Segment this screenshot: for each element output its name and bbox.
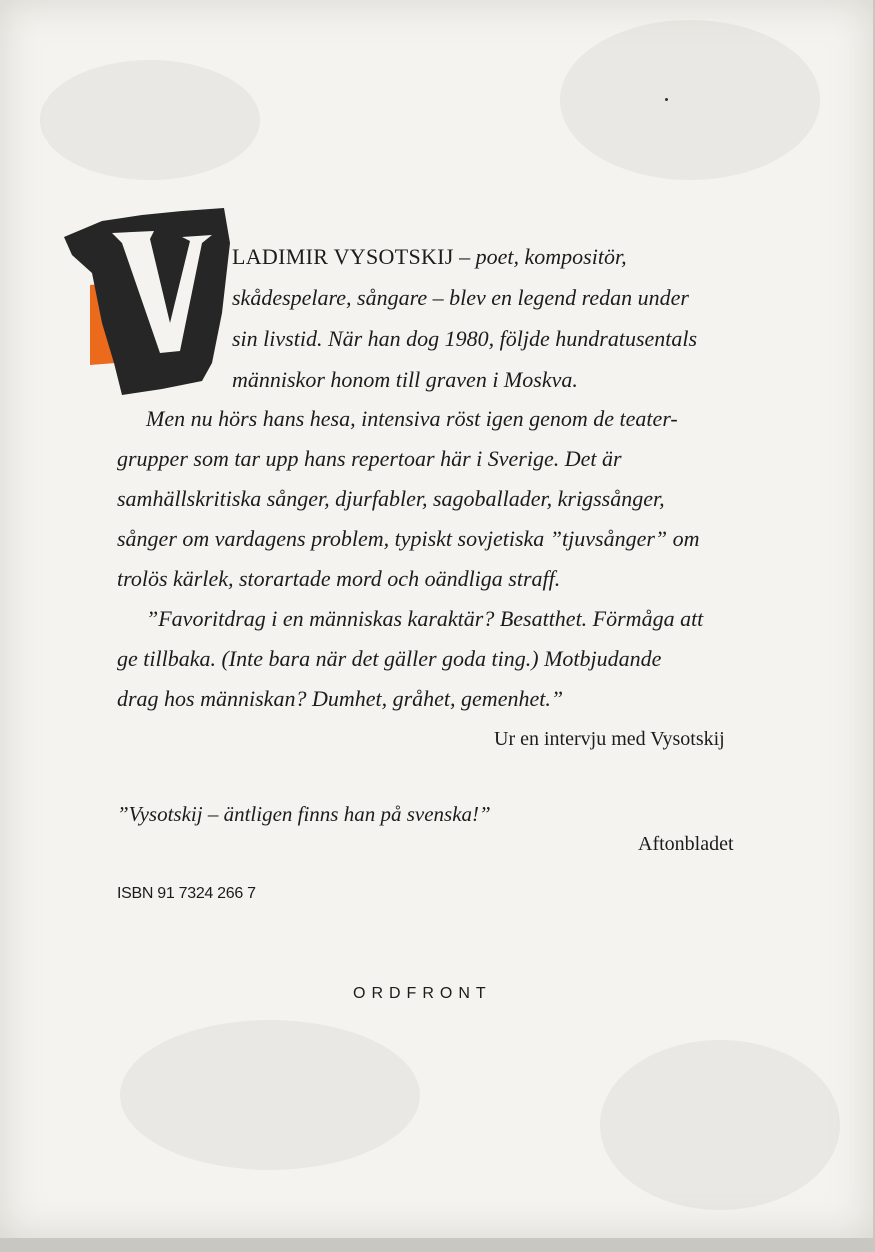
initial-letter: V [164, 342, 166, 344]
isbn-number: ISBN 91 7324 266 7 [117, 885, 256, 902]
drop-cap-v-initial [62, 203, 232, 398]
quote-line: drag hos människan? Dumhet, gråhet, gemenhet.” [117, 686, 564, 711]
review-quote: ”Vysotskij – äntligen finns han på svenska!” [117, 802, 491, 826]
author-roles: poet, kompositör, [475, 244, 627, 269]
paragraph-line: sånger om vardagens problem, typiskt sovjetiska ”tjuvsånger” om [117, 526, 700, 551]
intro-line-4: människor honom till graven i Moskva. [232, 367, 578, 392]
paper-stain [120, 1020, 420, 1170]
quote-source: Ur en intervju med Vysotskij [494, 728, 725, 750]
author-name: LADIMIR VYSOTSKIJ [232, 244, 454, 269]
publisher-logo-text: ORDFRONT [353, 985, 492, 1002]
paper-stain [40, 60, 260, 180]
paragraph-line: Men nu hörs hans hesa, intensiva röst igen genom de teater- [146, 406, 678, 431]
intro-line-2: skådespelare, sångare – blev en legend redan under [232, 285, 689, 310]
intro-line-3: sin livstid. När han dog 1980, följde hundratusentals [232, 326, 698, 351]
paragraph-line: trolös kärlek, storartade mord och oändliga straff. [117, 566, 561, 591]
intro-line-1 [232, 244, 627, 270]
paragraph-line: samhällskritiska sånger, djurfabler, sagoballader, krigssånger, [117, 486, 665, 511]
paper-stain [600, 1040, 840, 1210]
quote-line: ”Favoritdrag i en människas karaktär? Besatthet. Förmåga att [146, 606, 704, 631]
quote-line: ge tillbaka. (Inte bara när det gäller goda ting.) Motbjudande [117, 646, 662, 671]
paragraph-line: grupper som tar upp hans repertoar här i Sverige. Det är [117, 446, 622, 471]
review-source: Aftonbladet [638, 833, 734, 855]
ink-speck [665, 98, 668, 101]
dash: – [453, 244, 476, 269]
paper-stain [560, 20, 820, 180]
